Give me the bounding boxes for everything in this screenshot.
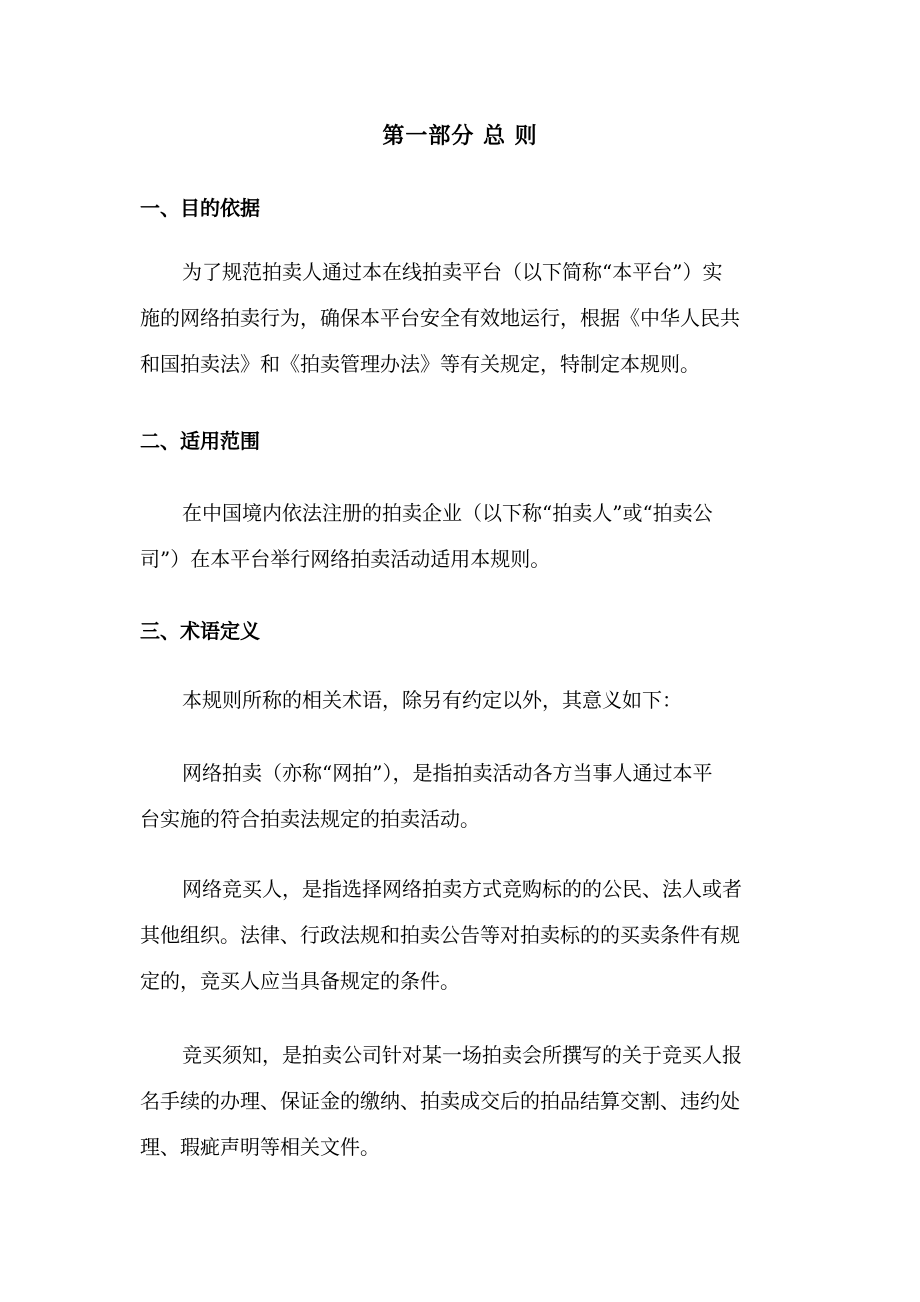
paragraph-line: 网络竞买人，是指选择网络拍卖方式竞购标的的公民、法人或者	[182, 877, 742, 901]
paragraph-definition-online-bidder	[140, 866, 790, 1004]
paragraph-definitions-intro	[140, 677, 790, 723]
paragraph-line: 名手续的办理、保证金的缴纳、拍卖成交后的拍品结算交割、违约处	[140, 1089, 740, 1113]
paragraph-line: 在中国境内依法注册的拍卖企业（以下称“拍卖人”或“拍卖公	[182, 501, 713, 525]
paragraph-line: 定的，竞买人应当具备规定的条件。	[140, 969, 460, 993]
paragraph-line: 司”）在本平台举行网络拍卖活动适用本规则。	[140, 547, 551, 571]
section-heading-purpose: 一、目的依据	[140, 196, 260, 220]
paragraph-line: 本规则所称的相关术语，除另有约定以外，其意义如下：	[182, 688, 682, 712]
paragraph-line: 和国拍卖法》和《拍卖管理办法》等有关规定，特制定本规则。	[140, 352, 700, 376]
document-title: 第一部分 总 则	[382, 123, 538, 149]
paragraph-definition-bidding-notice	[140, 1032, 790, 1170]
paragraph-scope	[140, 490, 790, 582]
paragraph-line: 台实施的符合拍卖法规定的拍卖活动。	[140, 807, 480, 831]
paragraph-line: 其他组织。法律、行政法规和拍卖公告等对拍卖标的的买卖条件有规	[140, 923, 740, 947]
paragraph-line: 网络拍卖（亦称“网拍”），是指拍卖活动各方当事人通过本平	[182, 761, 713, 785]
paragraph-purpose	[140, 249, 790, 387]
paragraph-line: 施的网络拍卖行为，确保本平台安全有效地运行，根据《中华人民共	[140, 306, 740, 330]
paragraph-line: 理、瑕疵声明等相关文件。	[140, 1135, 380, 1159]
paragraph-line: 为了规范拍卖人通过本在线拍卖平台（以下简称“本平台”）实	[182, 260, 723, 284]
section-heading-definitions: 三、术语定义	[140, 619, 260, 643]
paragraph-definition-online-auction	[140, 750, 790, 842]
section-heading-scope: 二、适用范围	[140, 429, 260, 453]
paragraph-line: 竞买须知，是拍卖公司针对某一场拍卖会所撰写的关于竞买人报	[182, 1043, 742, 1067]
